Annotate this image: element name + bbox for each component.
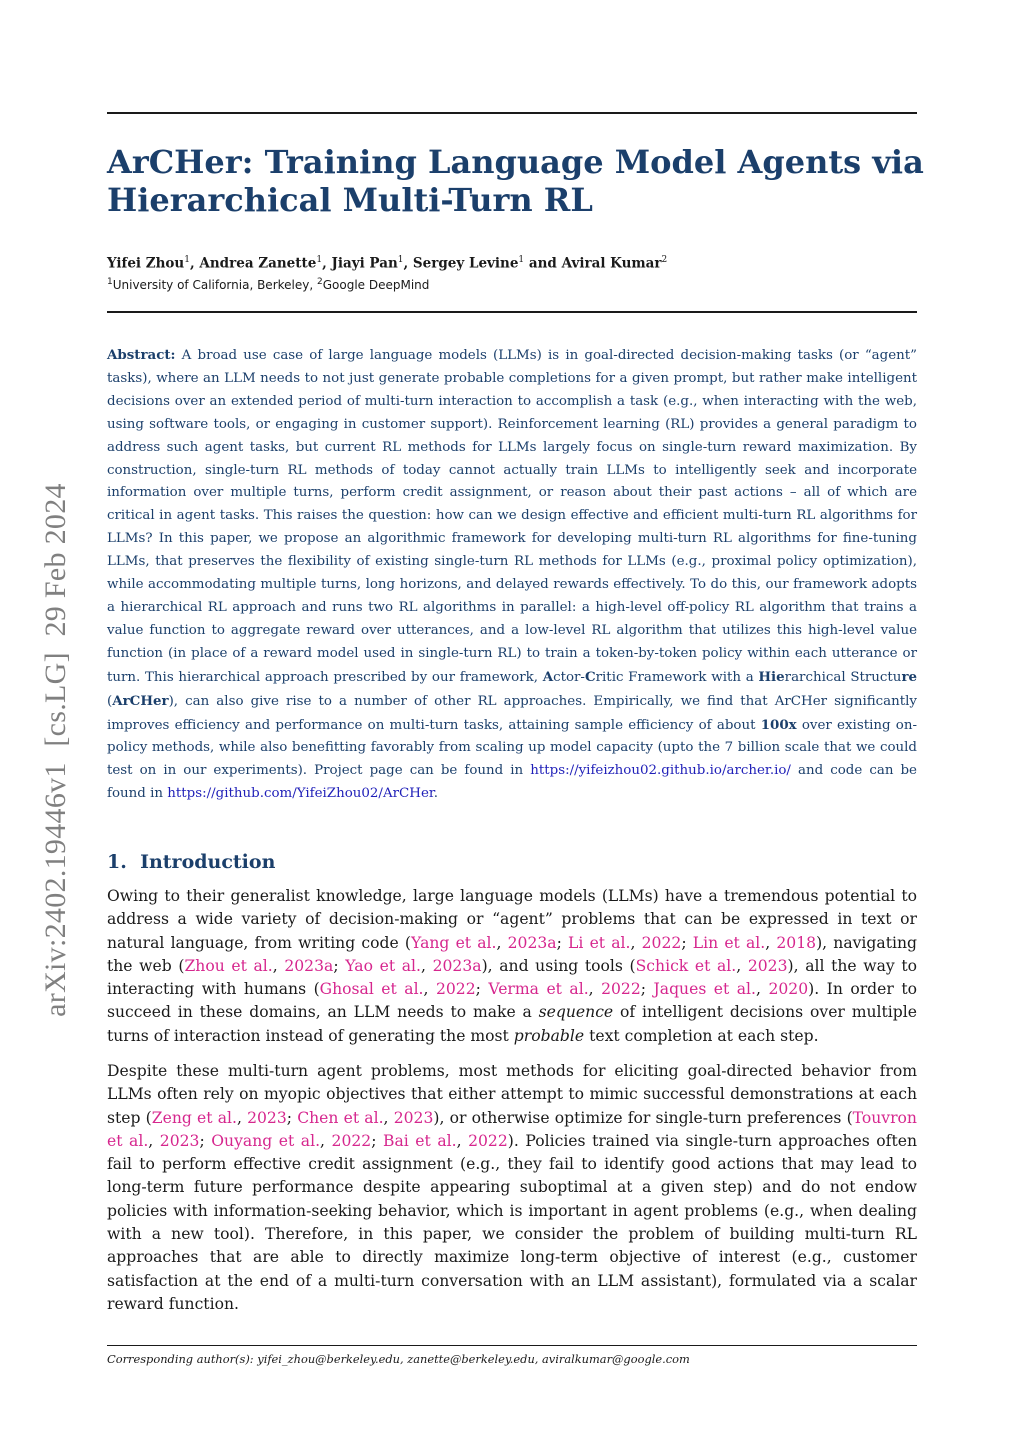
author-list: Yifei Zhou$^1$, Andrea Zanette$^1$, Jiayi Pan$^1$, Sergey Levine$^1$ and Aviral Kumar$^2$ xyxy=(107,255,668,272)
abstract-label: Abstract: xyxy=(107,347,176,363)
affiliation-mark: 1 xyxy=(107,277,113,287)
citation-year[interactable]: 2023 xyxy=(393,1108,434,1127)
citation-year[interactable]: 2022 xyxy=(331,1131,372,1150)
section-heading-introduction xyxy=(107,850,275,874)
citation-author[interactable]: Schick et al. xyxy=(635,956,737,975)
citation-year[interactable]: 2022 xyxy=(435,980,476,999)
abstract-text: ), can also give rise to a number of other RL approaches. Empirically, we find that ArCHer significantly improves efficiency and performance on multi-turn tasks, attaining sample efficiency of about xyxy=(107,693,917,733)
section-title: Introduction xyxy=(140,851,276,873)
paragraph-text: ), and using tools ( xyxy=(481,956,636,975)
author-name: Andrea Zanette xyxy=(199,255,317,272)
affiliations xyxy=(107,274,917,293)
citation-year[interactable]: 2022 xyxy=(468,1131,508,1150)
citation-author[interactable]: Yang et al. xyxy=(410,933,497,952)
paragraph-text: ), all the way to interacting with humans ( xyxy=(107,956,918,999)
citation-year[interactable]: 2023a xyxy=(284,956,334,975)
arxiv-id: arXiv:2402.19446v1 xyxy=(39,762,72,1017)
paper-title: ArCHer: Training Language Model Agents via Hierarchical Multi-Turn RL xyxy=(107,143,924,219)
paragraph-text: ), or otherwise optimize for single-turn preferences ( xyxy=(433,1108,853,1127)
framework-name-part: rarchical Structu xyxy=(784,669,902,685)
citation-year[interactable]: 2023 xyxy=(247,1108,287,1127)
header-divider xyxy=(107,311,917,313)
paragraph-text: Owing to their generalist knowledge, large language models (LLMs) have a tremendous potential to address a wide variety of decision-making or “agent” problems that can be expressed in text or natural language, from writing code ( xyxy=(107,887,917,952)
citation-year[interactable]: 2023a xyxy=(432,956,482,975)
framework-letter: C xyxy=(584,668,596,685)
author-conjunction: and xyxy=(528,255,557,272)
citation-year[interactable]: 2022 xyxy=(641,933,682,952)
paragraph-text: ), navigating the web ( xyxy=(107,933,917,975)
speedup-value: 100x xyxy=(760,716,797,733)
author-affiliation-mark: 1 xyxy=(184,255,190,265)
author-name: Jiayi Pan xyxy=(331,255,398,272)
abstract xyxy=(107,344,917,806)
author-affiliation-mark: 1 xyxy=(397,255,404,265)
author-affiliation-mark: 1 xyxy=(518,255,525,265)
paragraph-text: text completion at each step. xyxy=(589,1026,819,1045)
abstract-text: and code can be found in xyxy=(107,763,917,802)
citation-author[interactable]: Li et al. xyxy=(568,933,631,952)
top-rule xyxy=(107,112,917,114)
citation-year[interactable]: 2023 xyxy=(747,956,788,975)
paragraph-text: ). In order to succeed in these domains, an LLM needs to make a xyxy=(107,980,917,1022)
citation-year[interactable]: 2023a xyxy=(507,933,557,952)
citation-author[interactable]: Chen et al. xyxy=(297,1108,384,1127)
intro-paragraph-1: Owing to their generalist knowledge, large language models (LLMs) have a tremendous potential to address a wide variety of decision-making or “agent” problems that can be expressed in text or natural language, from writing code (Yang et al., 2023a; Li et al., 2022; Lin et al., 2018), navigating the web (Zhou et al., 2023a; Yao et al., 2023a), and using tools (Schick et al., 2023), all the way to interacting with humans (Ghosal et al., 2022; Verma et al., 2022; Jaques et al., 2020). In order to succeed in these domains, an LLM needs to make a sequence of intelligent decisions over multiple turns of interaction instead of generating the most probable text completion at each step. xyxy=(107,887,918,1045)
author-name: Sergey Levine xyxy=(412,255,519,272)
citation-author[interactable]: Ghosal et al. xyxy=(319,980,424,999)
paragraph-text: Despite these multi-turn agent problems, most methods for eliciting goal-directed behavior from LLMs often rely on myopic objectives that either attempt to mimic successful demonstrations at each step ( xyxy=(107,1062,917,1127)
emphasis-text: sequence xyxy=(538,1003,614,1022)
framework-acronym: ArCHer xyxy=(112,692,169,709)
framework-letter: re xyxy=(901,668,918,685)
citation-author[interactable]: Zeng et al. xyxy=(151,1108,237,1127)
citation-year[interactable]: 2023 xyxy=(159,1131,200,1150)
section-number: 1. xyxy=(107,851,127,873)
citation-author[interactable]: Verma et al. xyxy=(488,980,589,999)
framework-name-part: ctor- xyxy=(553,669,585,685)
citation-author[interactable]: Ouyang et al. xyxy=(211,1131,321,1150)
citation-year[interactable]: 2022 xyxy=(601,980,641,999)
citation-author[interactable]: Jaques et al. xyxy=(653,980,757,999)
citation-author[interactable]: Yao et al. xyxy=(345,956,421,975)
citation-author[interactable]: Touvron et al. xyxy=(107,1108,917,1150)
author-affiliation-mark: 1 xyxy=(316,255,323,265)
corresponding-author-footnote: Corresponding author(s): yifei_zhou@berkeley.edu, zanette@berkeley.edu, aviralkumar@google.com xyxy=(107,1352,690,1366)
citation-author[interactable]: Bai et al. xyxy=(383,1131,457,1150)
author-name: Aviral Kumar xyxy=(561,255,662,272)
arxiv-category: [cs.LG] xyxy=(39,652,72,747)
framework-name-part: ritic Framework with a xyxy=(595,669,754,685)
author-affiliation-mark: 2 xyxy=(661,255,668,265)
abstract-text: . xyxy=(433,786,439,802)
affiliation-mark: 2 xyxy=(317,277,323,287)
citation-year[interactable]: 2020 xyxy=(768,980,809,999)
arxiv-side-identifier xyxy=(39,483,73,1017)
emphasis-text: probable xyxy=(513,1026,585,1045)
framework-letter: A xyxy=(542,668,554,685)
framework-paren: ( xyxy=(107,693,113,709)
arxiv-date: 29 Feb 2024 xyxy=(39,483,72,637)
paragraph-text: of intelligent decisions over multiple turns of interaction instead of generating the most xyxy=(107,1003,917,1045)
citation-author[interactable]: Lin et al. xyxy=(692,933,766,952)
footnote-rule xyxy=(107,1345,917,1346)
paragraph-text: ). Policies trained via single-turn approaches often fail to perform effective credit assignment (e.g., they fail to identify good actions that may lead to long-term future performance despite appearing suboptimal at a given step) and do not endow policies with information-seeking behavior, which is important in agent problems (e.g., when dealing with a new tool). Therefore, in this paper, we consider the problem of building multi-turn RL approaches that are able to directly maximize long-term objective of interest (e.g., customer satisfaction at the end of a multi-turn conversation with an LLM assistant), formulated via a scalar reward function. xyxy=(107,1131,917,1313)
affiliation-name: University of California, Berkeley, xyxy=(112,278,314,292)
project-page-link[interactable]: https://yifeizhou02.github.io/archer.io/ xyxy=(530,763,791,779)
code-link[interactable]: https://github.com/YifeiZhou02/ArCHer xyxy=(167,786,434,802)
intro-paragraph-2: Despite these multi-turn agent problems, most methods for eliciting goal-directed behavior from LLMs often rely on myopic objectives that either attempt to mimic successful demonstrations at each step (Zeng et al., 2023; Chen et al., 2023), or otherwise optimize for single-turn preferences (Touvron et al., 2023; Ouyang et al., 2022; Bai et al., 2022). Policies trained via single-turn approaches often fail to perform effective credit assignment (e.g., they fail to identify good actions that may lead to long-term future performance despite appearing suboptimal at a given step) and do not endow policies with information-seeking behavior, which is important in agent problems (e.g., when dealing with a new tool). Therefore, in this paper, we consider the problem of building multi-turn RL approaches that are able to directly maximize long-term objective of interest (e.g., customer satisfaction at the end of a multi-turn conversation with an LLM assistant), formulated via a scalar reward function. xyxy=(107,1062,917,1313)
citation-author[interactable]: Zhou et al. xyxy=(184,956,273,975)
abstract-text: over existing on-policy methods, while also benefitting favorably from scaling up model capacity (upto the 7 billion scale that we could test on in our experiments). Project page can be found in xyxy=(107,717,917,779)
framework-letter: Hie xyxy=(758,668,785,685)
citation-year[interactable]: 2018 xyxy=(776,933,817,952)
author-name: Yifei Zhou xyxy=(107,255,185,272)
affiliation-name: Google DeepMind xyxy=(322,278,430,292)
abstract-text: A broad use case of large language models (LLMs) is in goal-directed decision-making tasks (or “agent” tasks), where an LLM needs to not just generate probable completions for a given prompt, but rather make intelligent decisions over an extended period of multi-turn interaction to accomplish a task (e.g., when interacting with the web, using software tools, or engaging in customer support). Reinforcement learning (RL) provides a general paradigm to address such agent tasks, but current RL methods for LLMs largely focus on single-turn reward maximization. By construction, single-turn RL methods of today cannot actually train LLMs to intelligently seek and incorporate information over multiple turns, perform credit assignment, or reason about their past actions – all of which are critical in agent tasks. This raises the question: how can we design effective and efficient multi-turn RL algorithms for LLMs? In this paper, we propose an algorithmic framework for developing multi-turn RL algorithms for fine-tuning LLMs, that preserves the flexibility of existing single-turn RL methods for LLMs (e.g., proximal policy optimization), while accommodating multiple turns, long horizons, and delayed rewards effectively. To do this, our framework adopts a hierarchical RL approach and runs two RL algorithms in parallel: a high-level off-policy RL algorithm that trains a value function to aggregate reward over utterances, and a low-level RL algorithm that utilizes this high-level value function (in place of a reward model used in single-turn RL) to train a token-by-token policy within each utterance or turn. This hierarchical approach prescribed by our framework, xyxy=(107,348,918,685)
